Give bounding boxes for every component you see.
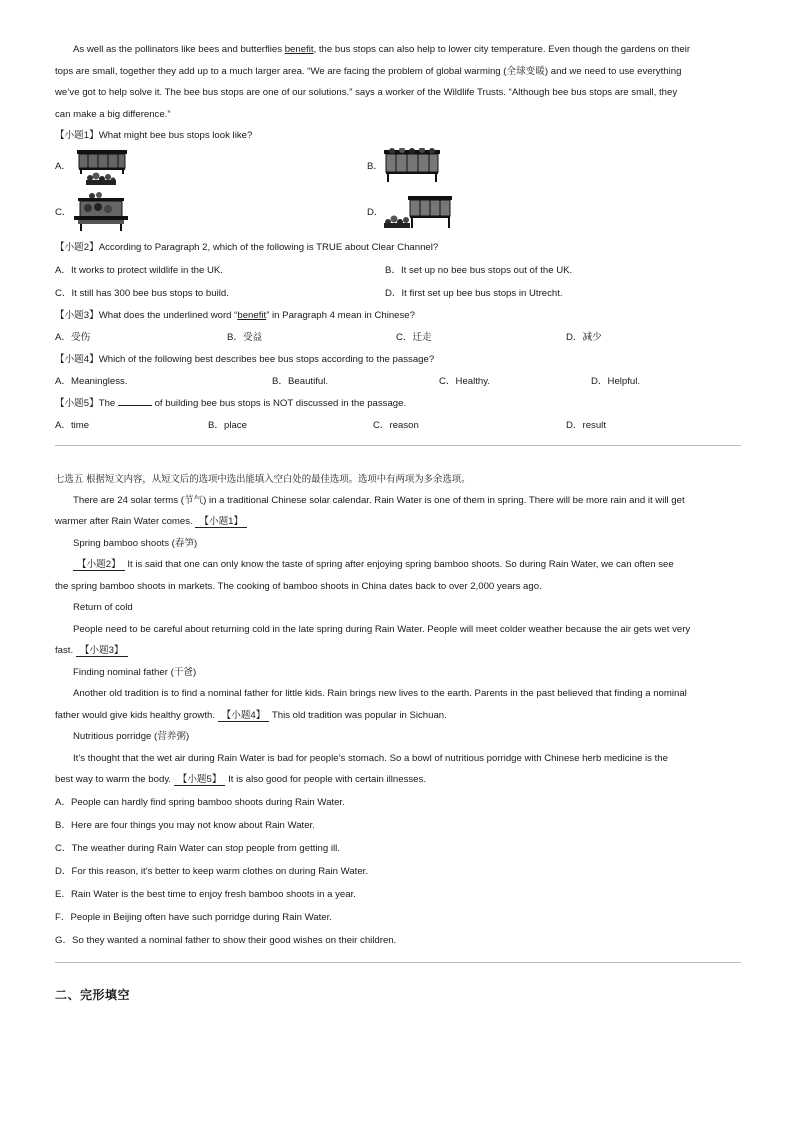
question-4-stem: 【小题4】Which of the following best describes bee bus stops according to the passage?: [55, 354, 435, 365]
question-2-stem: 【小题2】According to Paragraph 2, which of the following is TRUE about Clear Channel?: [55, 242, 439, 253]
q1-option-d-label: D．: [367, 207, 384, 218]
passage-line: Another old tradition is to find a nominal father for little kids. Rain brings new lives to the earth. Parents in the past believed that finding a nominal: [73, 688, 687, 699]
q4-option-c: C．Healthy.: [439, 376, 491, 387]
bus-stop-image-c: [72, 192, 130, 232]
seven-option-d: D．For this reason, it’s better to keep warm clothes on during Rain Water.: [55, 866, 369, 877]
q5-option-a: A．time: [55, 420, 90, 431]
subheading-return-of-cold: Return of cold: [73, 602, 133, 613]
q4-option-b: B．Beautiful.: [272, 376, 328, 387]
section-divider: [55, 962, 741, 963]
passage-line: It’s thought that the wet air during Rain Water is bad for people’s stomach. So a bowl of nutritious porridge with Chinese herb medicine is the: [73, 753, 668, 764]
q3-option-d: D．减少: [566, 332, 602, 343]
q5-option-d: D．result: [566, 420, 606, 431]
underlined-word-benefit: benefit: [237, 310, 267, 321]
passage-line: warmer after Rain Water comes. 【小题1】: [55, 515, 247, 528]
q1-option-a-label: A．: [55, 161, 71, 172]
q3-option-c: C．迁走: [396, 332, 432, 343]
question-1-stem: 【小题1】What might bee bus stops look like?: [55, 130, 253, 141]
section-heading-cloze: 二、完形填空: [55, 988, 131, 1002]
seven-option-f: F．People in Beijing often have such porridge during Rain Water.: [55, 912, 332, 923]
section-divider: [55, 445, 741, 446]
passage-line: we’ve got to help solve it. The bee bus stops are one of our solutions.” says a worker of the Wildlife Trusts. “Although bee bus stops are small, they: [55, 87, 678, 98]
seven-option-b: B．Here are four things you may not know about Rain Water.: [55, 820, 315, 831]
subheading-nominal-father: Finding nominal father (干爸): [73, 667, 197, 678]
q2-option-c: C．It still has 300 bee bus stops to build.: [55, 288, 229, 299]
passage-line: There are 24 solar terms (节气) in a traditional Chinese solar calendar. Rain Water is one of them in spring. There will be more rain and it will get: [73, 495, 685, 506]
blank-2[interactable]: 【小题2】: [73, 559, 125, 571]
passage-line: can make a big difference.”: [55, 109, 171, 120]
blank-4[interactable]: 【小题4】: [218, 710, 270, 722]
seven-option-c: C．The weather during Rain Water can stop people from getting ill.: [55, 843, 340, 854]
q2-option-d: D．It first set up bee bus stops in Utrecht.: [385, 288, 563, 299]
q5-option-c: C．reason: [373, 420, 419, 431]
seven-option-g: G．So they wanted a nominal father to show their good wishes on their children.: [55, 935, 397, 946]
subheading-spring-bamboo: Spring bamboo shoots (春笋): [73, 538, 198, 549]
seven-option-e: E．Rain Water is the best time to enjoy fresh bamboo shoots in a year.: [55, 889, 356, 900]
bus-stop-image-a: [74, 148, 130, 186]
question-5-stem: 【小题5】The of building bee bus stops is NOT discussed in the passage.: [55, 398, 407, 409]
q1-option-b-label: B．: [367, 161, 383, 172]
passage-line: People need to be careful about returning cold in the late spring during Rain Water. People will meet colder weather because the air gets wet very: [73, 624, 691, 635]
passage-line: the spring bamboo shoots in markets. The cooking of bamboo shoots in China dates back to over 2,000 years ago.: [55, 581, 542, 592]
blank-line: [118, 405, 152, 406]
passage-line: 【小题2】 It is said that one can only know the taste of spring after enjoying spring bamboo shoots. So during Rain Water, we can often see: [73, 558, 674, 571]
question-3-stem: 【小题3】What does the underlined word “benefit” in Paragraph 4 mean in Chinese?: [55, 310, 415, 321]
q3-option-a: A．受伤: [55, 332, 91, 343]
q4-option-d: D．Helpful.: [591, 376, 641, 387]
q3-option-b: B．受益: [227, 332, 263, 343]
seven-choose-five-instruction: 七选五 根据短文内容，从短文后的选项中选出能填入空白处的最佳选项。选项中有两项为多余选项。: [55, 474, 471, 485]
blank-3[interactable]: 【小题3】: [76, 645, 128, 657]
q4-option-a: A．Meaningless.: [55, 376, 128, 387]
blank-1[interactable]: 【小题1】: [195, 516, 247, 528]
passage-line: fast. 【小题3】: [55, 644, 128, 657]
q2-option-a: A．It works to protect wildlife in the UK.: [55, 265, 223, 276]
passage-line: father would give kids healthy growth. 【小题4】 This old tradition was popular in Sichuan.: [55, 710, 447, 721]
passage-line: tops are small, together they add up to a much larger area. “We are facing the problem of global warming (全球变暖) and we need to use everything: [55, 66, 682, 77]
bus-stop-image-d: [382, 194, 454, 230]
passage-line: best way to warm the body. 【小题5】 It is also good for people with certain illnesses.: [55, 774, 426, 785]
seven-option-a: A．People can hardly find spring bamboo shoots during Rain Water.: [55, 797, 345, 808]
blank-5[interactable]: 【小题5】: [174, 774, 226, 786]
bus-stop-image-b: [382, 148, 442, 184]
underlined-word-benefit: benefit: [284, 44, 314, 55]
q2-option-b: B．It set up no bee bus stops out of the UK.: [385, 265, 573, 276]
passage-line: As well as the pollinators like bees and butterflies benefit, the bus stops can also help to lower city temperature. Even though the gardens on their: [73, 44, 691, 55]
subheading-nutritious-porridge: Nutritious porridge (营养粥): [73, 731, 190, 742]
q5-option-b: B．place: [208, 420, 247, 431]
q1-option-c-label: C．: [55, 207, 72, 218]
